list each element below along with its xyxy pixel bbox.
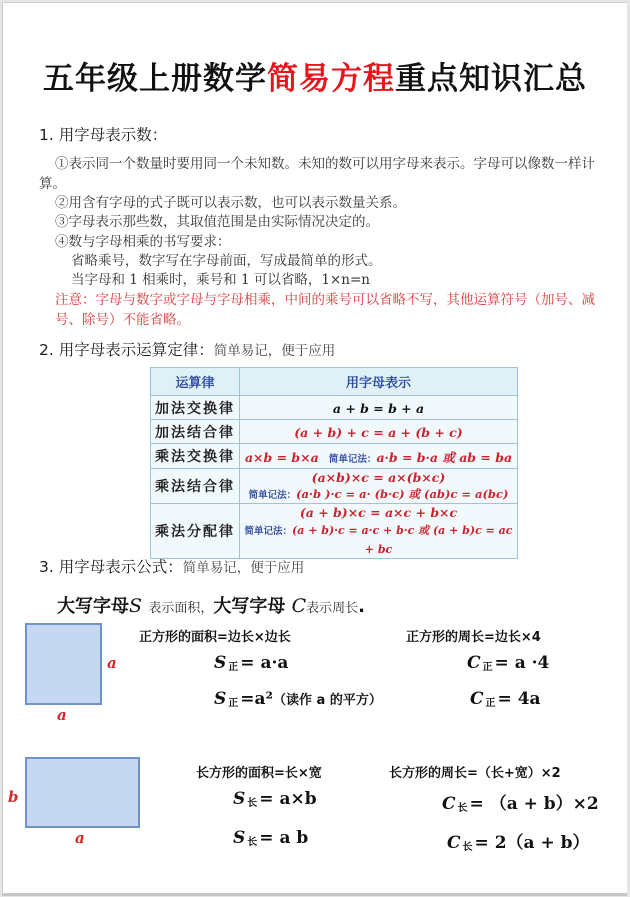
rectangle-area-formula-1 bbox=[233, 789, 317, 809]
title-highlight: 简易方程 bbox=[267, 61, 395, 97]
section1-item-4a: 省略乘号，数字写在字母前面，写成最简单的形式。 bbox=[71, 253, 382, 269]
formula-rhs: = （a + b）×2 bbox=[469, 794, 599, 814]
table-row bbox=[151, 504, 518, 559]
title-part2: 重点知识汇总 bbox=[395, 61, 587, 97]
law-formula: (a×b)×c = a×(b×c) bbox=[311, 470, 446, 485]
law-simple-formula: (a·b )·c = a· (b·c) 或 (ab)c = a(bc) bbox=[296, 487, 509, 501]
section1-item-1-cont: 算。 bbox=[39, 176, 66, 192]
rectangle-perimeter-heading: 长方形的周长=（长+宽）×2 bbox=[389, 766, 561, 781]
rectangle-side-label-bottom: a bbox=[75, 829, 85, 847]
square-perimeter-formula-1 bbox=[467, 653, 549, 673]
law-formula-cell bbox=[240, 469, 518, 504]
law-formula-cell bbox=[240, 420, 518, 444]
symbol-s: S bbox=[129, 595, 143, 617]
law-name: 加法结合律 bbox=[151, 420, 240, 444]
intro-text-a: 大写字母 bbox=[57, 596, 129, 617]
simple-notation-label: 简单记法： bbox=[244, 526, 293, 537]
section2-subtitle: 简单易记，便于应用 bbox=[213, 343, 336, 359]
symbol-c: C bbox=[291, 595, 307, 617]
table-header-row bbox=[151, 368, 518, 396]
table-row bbox=[151, 469, 518, 504]
formula-rhs: = a b bbox=[259, 828, 309, 848]
law-name: 加法交换律 bbox=[151, 396, 240, 420]
formula-sub: 长 bbox=[247, 837, 258, 848]
intro-c-desc: 表示周长 bbox=[306, 601, 359, 616]
square-perimeter-heading: 正方形的周长=边长×4 bbox=[406, 630, 541, 645]
section1-item-3: ③字母表示那些数，其取值范围是由实际情况决定的。 bbox=[55, 214, 379, 230]
formula-rhs: = a·a bbox=[240, 653, 289, 673]
intro-s-desc: 表示面积， bbox=[148, 601, 214, 616]
formula-lhs: S bbox=[233, 789, 246, 809]
law-simple-formula: (a + b)·c = a·c + b·c 或 (a + b)c = ac + bc bbox=[292, 524, 513, 556]
formula-sub: 长 bbox=[462, 842, 473, 853]
section1-item-4b: 当字母和 1 相乘时，乘号和 1 可以省略，1×n=n bbox=[71, 272, 370, 288]
formula-sub: 正 bbox=[482, 662, 493, 673]
intro-end: . bbox=[358, 596, 366, 617]
formula-lhs: C bbox=[470, 689, 484, 709]
law-formula-cell bbox=[240, 504, 518, 559]
square-area-formula-2 bbox=[214, 689, 382, 709]
square-area-formula-1 bbox=[214, 653, 288, 673]
simple-notation-label: 简单记法： bbox=[248, 490, 297, 501]
intro-text-b: 大写字母 bbox=[213, 596, 286, 617]
page-title bbox=[3, 53, 627, 98]
formula-lhs: C bbox=[467, 653, 481, 673]
formula-rhs: = 4a bbox=[497, 689, 541, 709]
formula-note: （读作 a 的平方） bbox=[273, 693, 382, 708]
section1-heading: 1. 用字母表示数： bbox=[39, 126, 168, 144]
square-perimeter-formula-2 bbox=[470, 689, 541, 709]
law-name: 乘法结合律 bbox=[151, 469, 240, 504]
section1-note-line2: 号、除号）不能省略。 bbox=[55, 312, 190, 328]
document-page bbox=[2, 2, 627, 896]
square-diagram bbox=[25, 623, 102, 705]
formula-lhs: C bbox=[442, 794, 456, 814]
formula-sub: 正 bbox=[228, 662, 239, 673]
formula-lhs: S bbox=[214, 653, 227, 673]
simple-notation-label: 简单记法： bbox=[328, 453, 377, 465]
rectangle-area-heading: 长方形的面积=长×宽 bbox=[196, 766, 322, 781]
formula-rhs: = a ·4 bbox=[494, 653, 550, 673]
formula-sub: 长 bbox=[457, 803, 468, 814]
rectangle-perimeter-formula-2 bbox=[447, 828, 590, 853]
square-side-label-right: a bbox=[107, 654, 117, 672]
law-formula: (a + b)×c = a×c + b×c bbox=[299, 505, 458, 520]
section1-item-4: ④数与字母相乘的书写要求： bbox=[55, 234, 231, 250]
rectangle-side-label-left: b bbox=[8, 788, 19, 806]
formula-sub: 正 bbox=[485, 698, 496, 709]
table-row bbox=[151, 444, 518, 469]
square-area-heading: 正方形的面积=边长×边长 bbox=[139, 630, 291, 645]
formula-sub: 长 bbox=[247, 798, 258, 809]
law-name: 乘法分配律 bbox=[151, 504, 240, 559]
law-name: 乘法交换律 bbox=[151, 444, 240, 469]
square-side-label-bottom: a bbox=[57, 706, 67, 724]
formula-rhs: =a² bbox=[240, 689, 273, 709]
formula-sub: 正 bbox=[228, 698, 239, 709]
law-formula-cell bbox=[240, 396, 518, 420]
law-formula-cell bbox=[240, 444, 518, 469]
section3-heading-text: 3. 用字母表示公式： bbox=[39, 558, 183, 576]
formula-rhs: = a×b bbox=[259, 789, 317, 809]
section2-heading bbox=[39, 338, 335, 360]
operation-laws-table bbox=[150, 367, 518, 559]
section3-heading bbox=[39, 555, 304, 577]
table-header-formula: 用字母表示 bbox=[240, 368, 518, 396]
section1-note-line1: 注意：字母与数字或字母与字母相乘，中间的乘号可以省略不写，其他运算符号（加号、减 bbox=[55, 292, 595, 308]
section2-heading-text: 2. 用字母表示运算定律： bbox=[39, 341, 214, 359]
formula-lhs: S bbox=[214, 689, 227, 709]
table-row bbox=[151, 420, 518, 444]
law-simple-formula: a·b = b·a 或 ab = ba bbox=[376, 449, 513, 465]
section1-item-2: ②用含有字母的式子既可以表示数，也可以表示数量关系。 bbox=[55, 195, 406, 211]
law-formula: a×b = b×a bbox=[244, 449, 319, 465]
table-row bbox=[151, 396, 518, 420]
law-formula: (a + b) + c = a + (b + c) bbox=[294, 425, 463, 440]
table-header-law: 运算律 bbox=[151, 368, 240, 396]
section3-subtitle: 简单易记，便于应用 bbox=[182, 560, 305, 576]
rectangle-perimeter-formula-1 bbox=[442, 789, 599, 814]
section1-item-1: ①表示同一个数量时要用同一个未知数。未知的数可以用字母来表示。字母可以像数一样计 bbox=[55, 156, 595, 172]
formula-rhs: = 2（a + b） bbox=[474, 833, 590, 853]
formula-lhs: S bbox=[233, 828, 246, 848]
title-part1: 五年级上册数学 bbox=[43, 61, 267, 97]
formula-lhs: C bbox=[447, 833, 461, 853]
law-formula: a + b = b + a bbox=[332, 401, 425, 416]
rectangle-area-formula-2 bbox=[233, 828, 308, 848]
rectangle-diagram bbox=[25, 757, 140, 828]
section3-intro bbox=[57, 592, 365, 618]
